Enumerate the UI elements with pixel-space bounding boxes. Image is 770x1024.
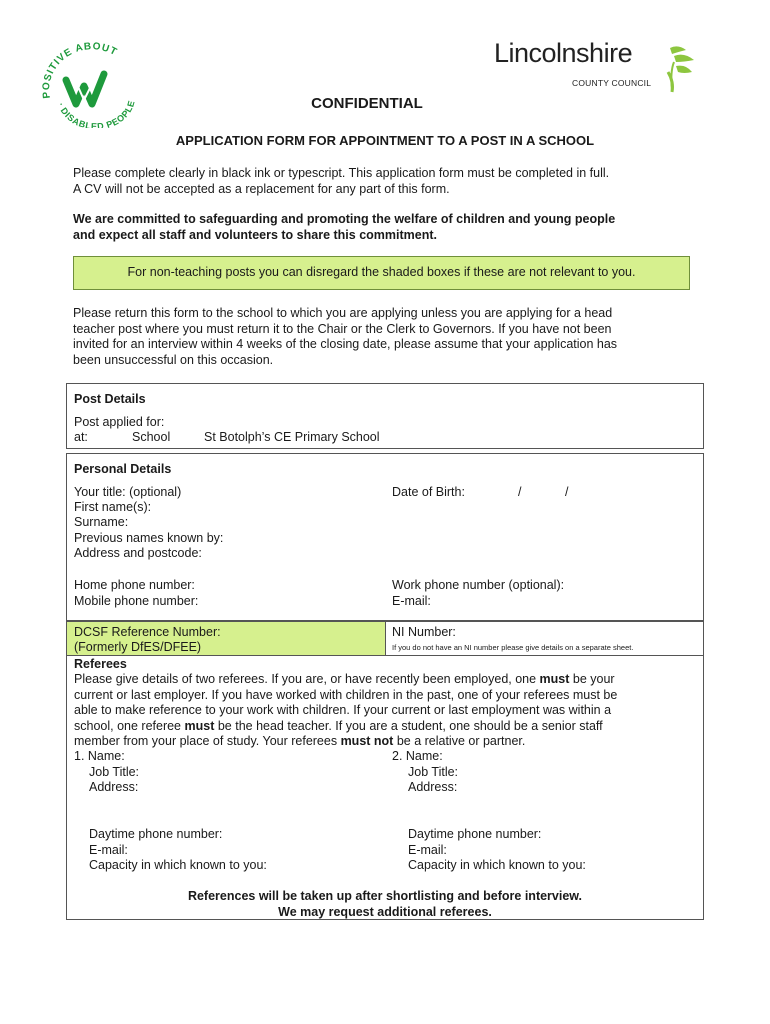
referee-1-name-field[interactable]: 1. Name: xyxy=(74,749,125,763)
referees-line-2: current or last employer. If you have worked with children in the past, one of your referees must be xyxy=(74,687,618,702)
personal-details-title: Personal Details xyxy=(74,462,172,476)
return-line-3: invited for an interview within 4 weeks of the closing date, please assume that your application has xyxy=(73,337,618,351)
referee-1-capacity-field[interactable]: Capacity in which known to you: xyxy=(89,858,267,872)
referee-2-capacity-field[interactable]: Capacity in which known to you: xyxy=(408,858,586,872)
referee-1-phone-field[interactable]: Daytime phone number: xyxy=(89,827,223,841)
referees-footer xyxy=(67,889,703,920)
referee-2-name-field[interactable]: 2. Name: xyxy=(392,749,443,763)
dob-separator: / xyxy=(565,485,569,499)
referee-1-job-title-field[interactable]: Job Title: xyxy=(89,765,140,779)
your-title-field[interactable]: Your title: (optional) xyxy=(74,485,182,499)
dcsf-reference-field[interactable] xyxy=(66,621,386,656)
referee-1-email-field[interactable]: E-mail: xyxy=(89,843,128,857)
referees-line-4: school, one referee must be the head teacher. If you are a student, one should be a senior staff xyxy=(74,718,603,733)
safeguarding-commitment xyxy=(73,212,703,243)
referee-2-job-title-field[interactable]: Job Title: xyxy=(408,765,459,779)
county-council-wordmark: COUNTY COUNCIL xyxy=(572,78,652,88)
address-field[interactable]: Address and postcode: xyxy=(74,546,202,560)
referees-footer-line-1: References will be taken up after shortlisting and before interview. xyxy=(187,889,583,903)
commitment-line-2: and expect all staff and volunteers to share this commitment. xyxy=(73,227,437,242)
svg-text:· DISABLED PEOPLE: · DISABLED PEOPLE xyxy=(56,99,137,128)
ni-number-note: If you do not have an NI number please give details on a separate sheet. xyxy=(392,643,634,652)
post-at-label: at: xyxy=(74,430,88,444)
referees-line-3: able to make reference to your work with children. If your current or last employment was within a xyxy=(74,703,612,717)
intro-line-1: Please complete clearly in black ink or typescript. This application form must be completed in full. xyxy=(73,166,610,180)
first-names-field[interactable]: First name(s): xyxy=(74,500,152,514)
referee-2-phone-field[interactable]: Daytime phone number: xyxy=(408,827,542,841)
school-label: School xyxy=(132,430,171,444)
shaded-boxes-note: For non-teaching posts you can disregard the shaded boxes if these are not relevant to you. xyxy=(73,256,690,290)
referee-2-email-field[interactable]: E-mail: xyxy=(408,843,447,857)
intro-line-2: A CV will not be accepted as a replacement for any part of this form. xyxy=(73,181,450,196)
home-phone-field[interactable]: Home phone number: xyxy=(74,578,195,592)
surname-field[interactable]: Surname: xyxy=(74,515,129,529)
email-field[interactable]: E-mail: xyxy=(392,594,431,608)
form-title: APPLICATION FORM FOR APPOINTMENT TO A POST IN A SCHOOL xyxy=(175,133,595,148)
referee-1-address-field[interactable]: Address: xyxy=(89,780,139,794)
lincolnshire-county-council-logo xyxy=(494,38,702,94)
referees-instructions xyxy=(74,672,699,750)
intro-instructions xyxy=(73,166,703,197)
return-instructions xyxy=(73,306,703,368)
personal-details-section xyxy=(66,453,704,621)
referees-footer-line-2: We may request additional referees. xyxy=(278,904,492,919)
mobile-phone-field[interactable]: Mobile phone number: xyxy=(74,594,199,608)
referees-line-5: member from your place of study. Your referees must not be a relative or partner. xyxy=(74,734,526,748)
ni-number-field[interactable] xyxy=(385,621,704,656)
dcsf-reference-label: DCSF Reference Number: xyxy=(74,625,221,639)
referees-title: Referees xyxy=(74,657,127,671)
date-of-birth-field[interactable]: Date of Birth: xyxy=(392,485,465,499)
referees-line-1: Please give details of two referees. If you are, or have recently been employed, one must be your xyxy=(74,672,615,686)
dcsf-formerly-label: (Formerly DfES/DFEE) xyxy=(74,640,202,654)
post-details-title: Post Details xyxy=(74,392,146,406)
return-line-2: teacher post where you must return it to the Chair or the Clerk to Governors. If you have not been xyxy=(73,321,612,336)
return-line-1: Please return this form to the school to which you are applying unless you are applying for a head xyxy=(73,306,613,320)
positive-about-disabled-people-logo xyxy=(38,42,144,128)
referee-2-address-field[interactable]: Address: xyxy=(408,780,458,794)
previous-names-field[interactable]: Previous names known by: xyxy=(74,531,224,545)
work-phone-field[interactable]: Work phone number (optional): xyxy=(392,578,565,592)
confidential-heading: CONFIDENTIAL xyxy=(311,95,423,112)
ni-number-label: NI Number: xyxy=(392,625,456,639)
post-applied-for-label: Post applied for: xyxy=(74,415,165,429)
dob-separator: / xyxy=(518,485,522,499)
svg-text:POSITIVE ABOUT: POSITIVE ABOUT xyxy=(40,42,120,99)
lincolnshire-plant-icon xyxy=(660,42,700,94)
commitment-line-1: We are committed to safeguarding and promoting the welfare of children and young people xyxy=(73,212,616,226)
school-name[interactable]: St Botolph’s CE Primary School xyxy=(204,430,380,444)
return-line-4: been unsuccessful on this occasion. xyxy=(73,352,274,367)
referees-section xyxy=(66,655,704,920)
post-details-section xyxy=(66,383,704,449)
lincolnshire-wordmark: Lincolnshire xyxy=(494,38,633,68)
